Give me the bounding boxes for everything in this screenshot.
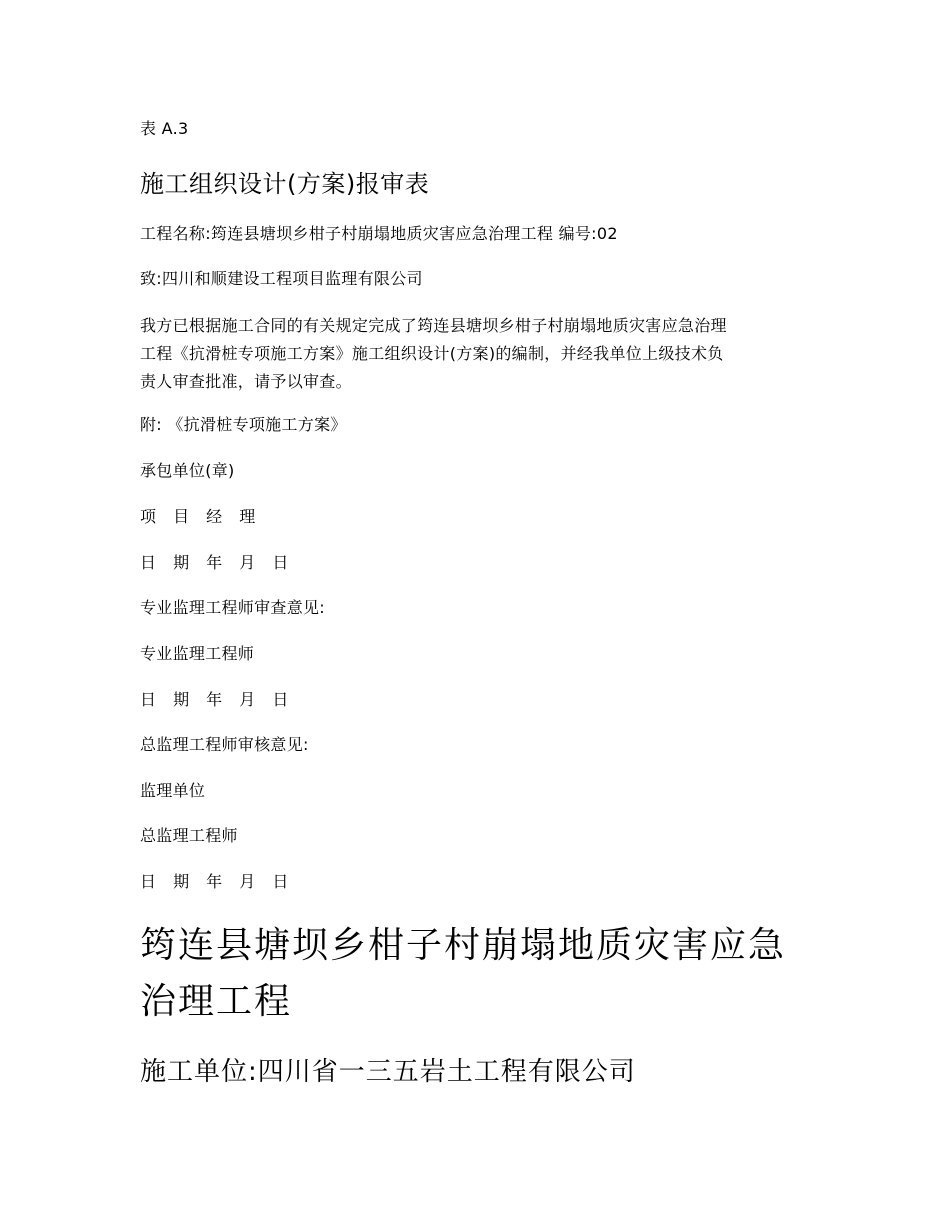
cover-title-line: 治理工程 [140,981,293,1022]
addressee-line: 致:四川和顺建设工程项目监理有限公司 [140,269,423,288]
specialist-engineer-label: 专业监理工程师 [140,644,255,663]
paragraph-line: 我方已根据施工合同的有关规定完成了筠连县塘坝乡柑子村崩塌地质灾害应急治理 [140,316,727,335]
date-line: 日 期 年 月 日 [140,872,295,891]
chief-opinion-label: 总监理工程师审核意见: [140,735,309,754]
form-title: 施工组织设计(方案)报审表 [140,170,430,198]
date-line: 日 期 年 月 日 [140,553,295,572]
table-number: 表 A.3 [140,119,189,138]
specialist-opinion-label: 专业监理工程师审查意见: [140,598,325,617]
construction-unit-line: 施工单位:四川省一三五岩土工程有限公司 [140,1057,636,1087]
project-manager-label: 项 目 经 理 [140,507,262,526]
attachment-line: 附: 《抗滑桩专项施工方案》 [140,415,347,434]
contractor-unit-label: 承包单位(章) [140,461,235,480]
submission-paragraph [140,312,820,396]
supervision-unit-label: 监理单位 [140,781,206,800]
cover-title-line: 筠连县塘坝乡柑子村崩塌地质灾害应急 [140,925,787,966]
paragraph-line: 责人审查批准，请予以审查。 [140,372,352,391]
chief-engineer-label: 总监理工程师 [140,826,238,845]
paragraph-line: 工程《抗滑桩专项施工方案》施工组织设计(方案)的编制，并经我单位上级技术负 [140,344,724,363]
project-name-line: 工程名称:筠连县塘坝乡柑子村崩塌地质灾害应急治理工程 编号:02 [140,224,618,243]
cover-title [140,918,840,1030]
date-line: 日 期 年 月 日 [140,690,295,709]
